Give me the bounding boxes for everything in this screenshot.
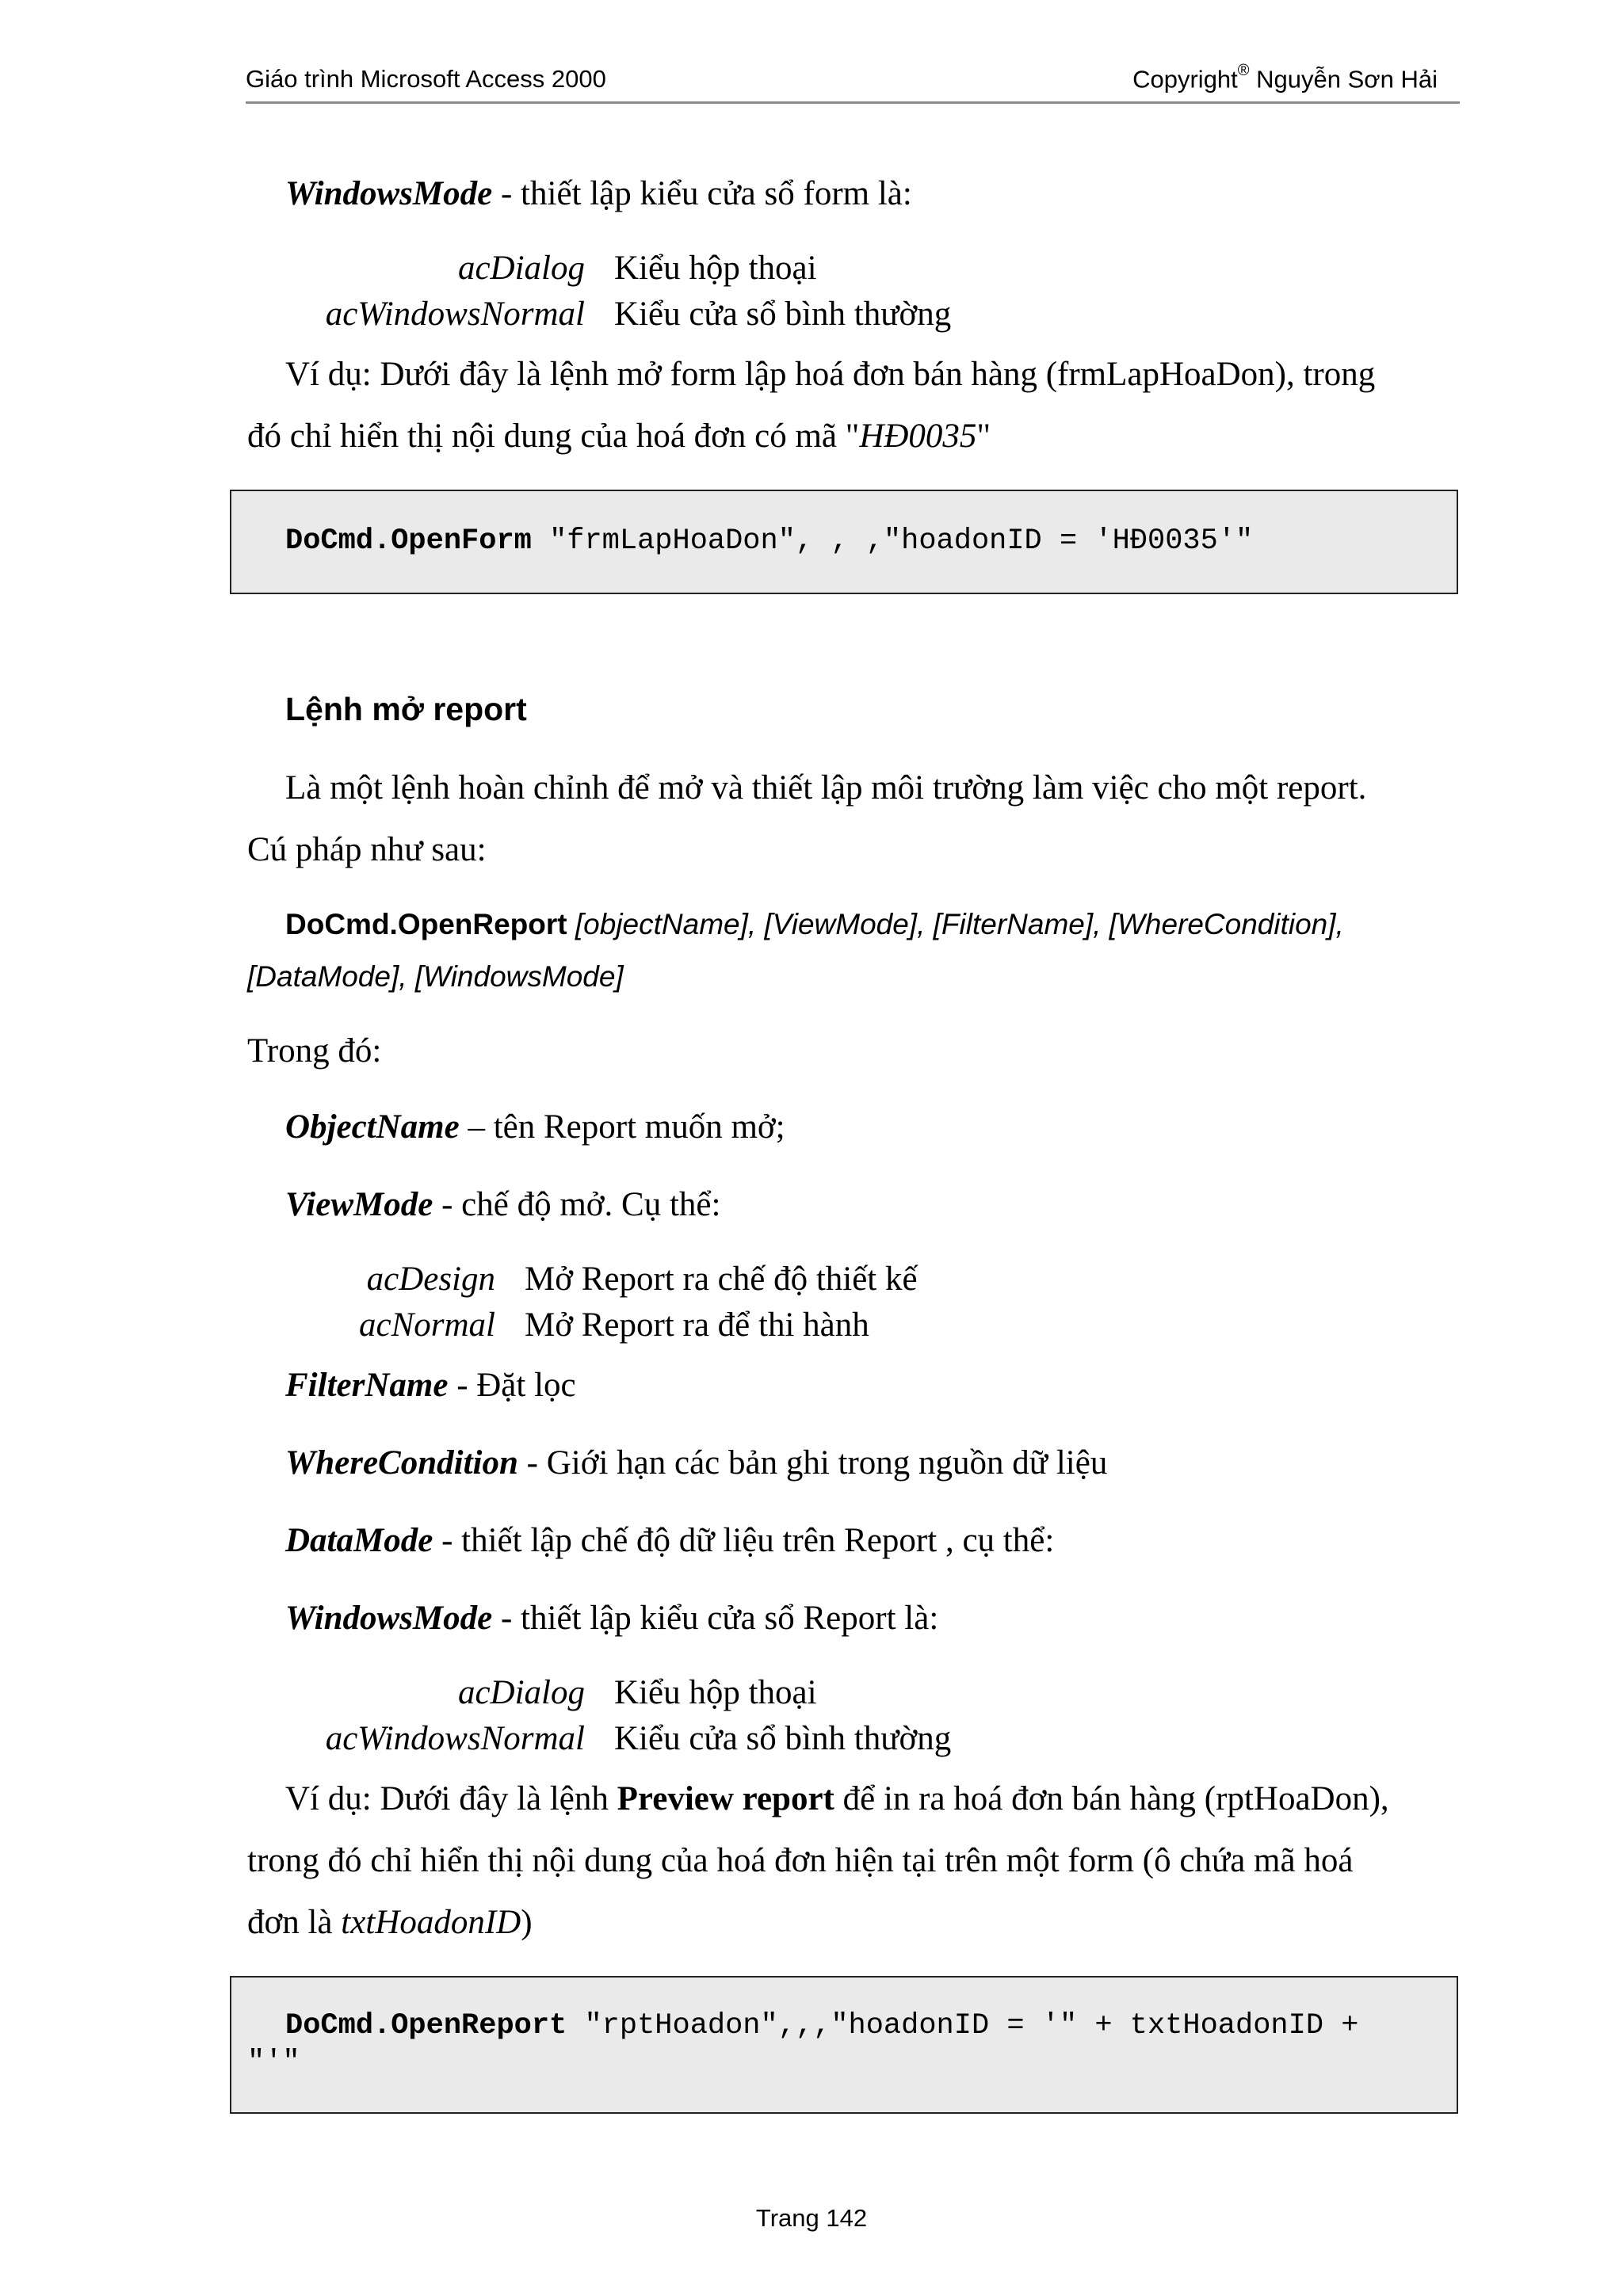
viewmode-term: ViewMode [285, 1186, 433, 1223]
header-title: Giáo trình Microsoft Access 2000 [246, 65, 606, 93]
example-text-end: " [976, 418, 991, 455]
view-option-desc: Mở Report ra chế độ thiết kế [525, 1261, 918, 1298]
trong-do-label: Trong đó: [247, 1032, 382, 1070]
option-desc: Kiểu cửa sổ bình thường [614, 296, 952, 333]
invoice-code: HĐ0035 [859, 418, 977, 455]
example-text-end: để in ra hoá đơn bán hàng (rptHoaDon), [834, 1780, 1389, 1817]
view-option-desc: Mở Report ra để thi hành [525, 1306, 869, 1344]
registered-mark: ® [1237, 62, 1250, 79]
syntax-keyword: DoCmd.OpenReport [285, 908, 567, 940]
example-bold: Preview report [617, 1780, 834, 1817]
example-text: đó chỉ hiển thị nội dung của hoá đơn có mã " [247, 418, 860, 455]
code-block-openform [230, 490, 1458, 594]
example-text: Ví dụ: Dưới đây là lệnh [285, 1780, 617, 1817]
syntax-line2: [DataMode], [WindowsMode] [247, 960, 624, 993]
page-header [246, 62, 1460, 104]
example-report-line3 [247, 1903, 533, 1942]
objectname-line [285, 1108, 785, 1146]
viewmode-line [285, 1185, 720, 1224]
copyright-label: Copyright [1132, 65, 1238, 93]
example-form-line1: Ví dụ: Dưới đây là lệnh mở form lập hoá đơn bán hàng (frmLapHoaDon), trong [285, 356, 1376, 393]
wherecondition-term: WhereCondition [285, 1444, 518, 1482]
page-number: Trang 142 [755, 2204, 868, 2232]
code-args: "frmLapHoaDon", , ,"hoadonID = 'HĐ0035'" [531, 524, 1254, 558]
code-line [285, 2009, 1358, 2042]
filtername-text: - Đặt lọc [448, 1367, 576, 1404]
windowsmode-form-line [285, 174, 912, 213]
option-name: acWindowsNormal [325, 1720, 585, 1757]
wherecondition-line [285, 1444, 1107, 1482]
wherecondition-text: - Giới hạn các bản ghi trong nguồn dữ liệu [517, 1444, 1108, 1482]
view-option-name: acNormal [359, 1306, 495, 1344]
option-name: acWindowsNormal [325, 296, 585, 333]
view-option-name: acDesign [366, 1261, 495, 1298]
windowsmode-report-line [285, 1599, 938, 1638]
code-line [285, 524, 1253, 558]
viewmode-text: - chế độ mở. Cụ thể: [433, 1186, 721, 1223]
code-args: "rptHoadon",,,"hoadonID = '" + txtHoadonID + [567, 2009, 1359, 2042]
report-intro-line2: Cú pháp như sau: [247, 831, 487, 868]
code-line: "'" [247, 2046, 300, 2079]
option-desc: Kiểu hộp thoại [614, 1674, 817, 1711]
objectname-term: ObjectName [285, 1108, 460, 1146]
header-copyright [1132, 62, 1438, 93]
code-keyword: DoCmd.OpenForm [285, 524, 532, 558]
example-italic: txtHoadonID [341, 1904, 521, 1941]
windowsmode-text: - thiết lập kiểu cửa sổ form là: [492, 175, 912, 212]
code-keyword: DoCmd.OpenReport [285, 2009, 567, 2042]
filtername-line [285, 1366, 576, 1405]
header-author: Nguyễn Sơn Hải [1249, 65, 1438, 93]
option-name: acDialog [457, 250, 585, 287]
example-text: đơn là [247, 1904, 342, 1941]
objectname-text: – tên Report muốn mở; [459, 1108, 785, 1146]
option-name: acDialog [457, 1674, 585, 1711]
option-desc: Kiểu cửa sổ bình thường [614, 1720, 952, 1757]
windowsmode-term: WindowsMode [285, 175, 493, 212]
example-form-line2 [247, 417, 991, 456]
code-block-openreport [230, 1976, 1458, 2114]
syntax-line1 [285, 908, 1344, 941]
filtername-term: FilterName [285, 1367, 449, 1404]
datamode-text: - thiết lập chế độ dữ liệu trên Report , cụ thể: [433, 1522, 1055, 1559]
example-report-line1 [285, 1779, 1389, 1818]
syntax-args: [objectName], [ViewMode], [FilterName], [WhereCondition], [567, 908, 1344, 940]
section-heading: Lệnh mở report [285, 691, 527, 727]
windowsmode-term: WindowsMode [285, 1600, 493, 1637]
datamode-term: DataMode [285, 1522, 433, 1559]
windowsmode-text: - thiết lập kiểu cửa sổ Report là: [492, 1600, 939, 1637]
example-report-line2: trong đó chỉ hiển thị nội dung của hoá đơn hiện tại trên một form (ô chứa mã hoá [247, 1842, 1354, 1879]
option-desc: Kiểu hộp thoại [614, 250, 817, 287]
report-intro-line1: Là một lệnh hoàn chỉnh để mở và thiết lập môi trường làm việc cho một report. [285, 769, 1367, 807]
datamode-line [285, 1521, 1054, 1560]
example-text-end: ) [521, 1904, 533, 1941]
